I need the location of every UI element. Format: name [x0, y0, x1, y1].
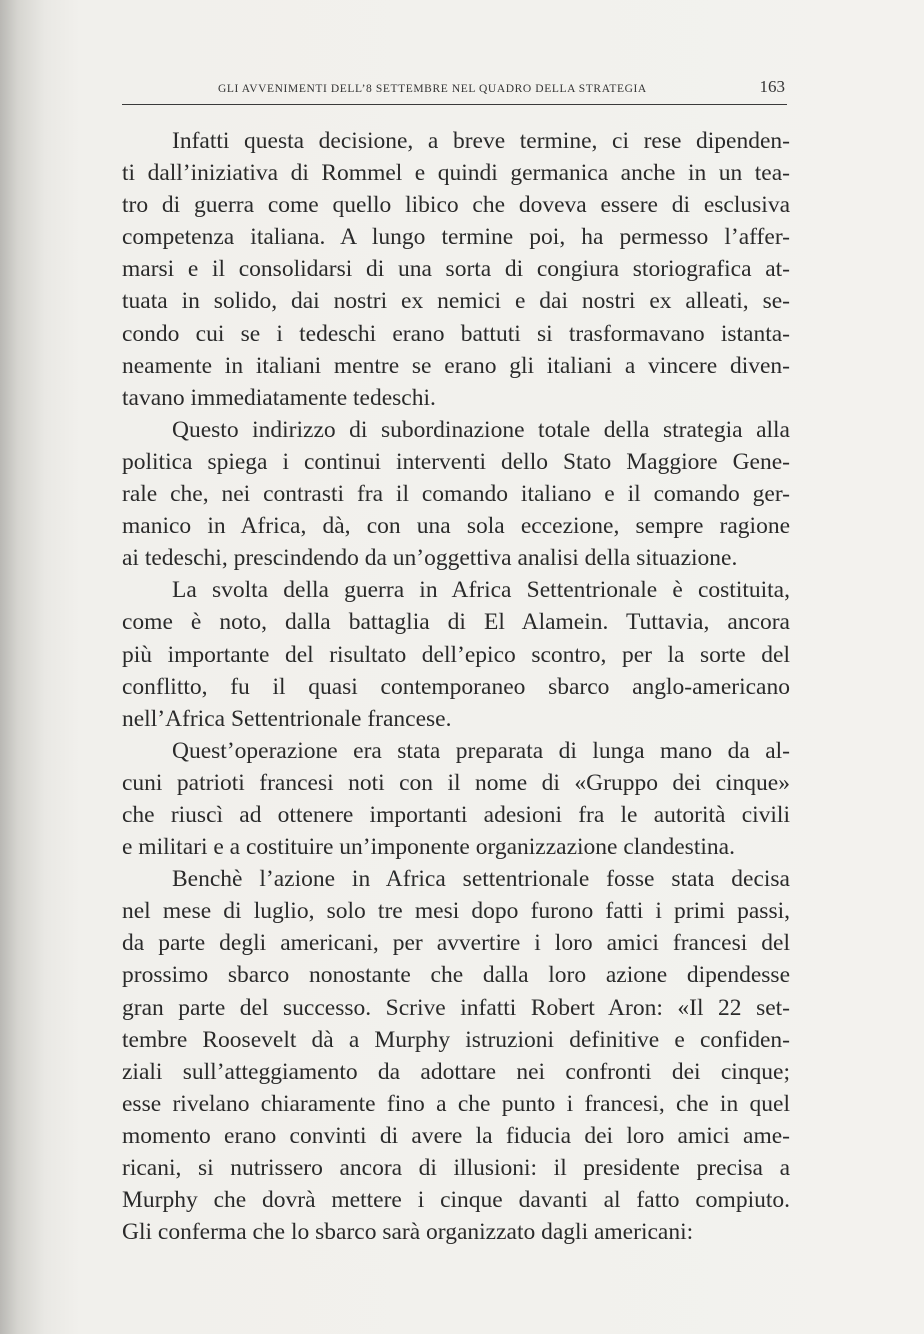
text-line: nell’Africa Settentrionale francese. [122, 705, 452, 732]
body-text [122, 125, 790, 1248]
text-line: competenza italiana. A lungo termine poi, ha permesso l’affer- [122, 224, 790, 251]
text-line: ricani, si nutrissero ancora di illusioni: il presidente precisa a [122, 1155, 790, 1181]
page-number: 163 [759, 77, 785, 96]
text-line: ai tedeschi, prescindendo da un’oggettiva analisi della situazione. [122, 545, 738, 572]
text-line: che riuscì ad ottenere importanti adesioni fra le autorità civili [122, 801, 790, 828]
text-line: Questo indirizzo di subordinazione totale della strategia alla [172, 416, 790, 443]
text-line: tuata in solido, dai nostri ex nemici e dai nostri ex alleati, se- [122, 288, 790, 315]
paragraph-3 [122, 574, 790, 734]
paragraph-1 [122, 125, 790, 414]
text-line: Quest’operazione era stata preparata di lunga mano da al- [172, 737, 790, 764]
text-line: conflitto, fu il quasi contemporaneo sbarco anglo-americano [122, 673, 790, 700]
paragraph-2 [122, 414, 790, 574]
text-line: Gli conferma che lo sbarco sarà organizzato dagli americani: [122, 1219, 694, 1246]
text-line: come è noto, dalla battaglia di El Alamein. Tuttavia, ancora [122, 609, 790, 636]
text-line: tro di guerra come quello libico che doveva essere di esclusiva [122, 192, 790, 219]
text-line: neamente in italiani mentre se erano gli italiani a vincere diven- [122, 352, 790, 379]
text-line: momento erano convinti di avere la fiducia dei loro amici ame- [122, 1122, 790, 1149]
text-line: condo cui se i tedeschi erano battuti si trasformavano istanta- [122, 320, 790, 347]
text-line: rale che, nei contrasti fra il comando italiano e il comando ger- [122, 481, 790, 508]
text-line: La svolta della guerra in Africa Settentrionale è costituita, [172, 577, 790, 604]
text-line: tavano immediatamente tedeschi. [122, 384, 436, 411]
text-line: e militari e a costituire un’imponente organizzazione clandestina. [122, 834, 735, 861]
running-header [122, 76, 787, 105]
text-line: Benchè l’azione in Africa settentrionale fosse stata decisa [172, 866, 790, 893]
text-line: Murphy che dovrà mettere i cinque davanti al fatto compiuto. [122, 1187, 790, 1214]
text-line: ziali sull’atteggiamento da adottare nei confronti dei cinque; [122, 1058, 790, 1085]
text-line: cuni patrioti francesi noti con il nome di «Gruppo dei cinque» [122, 769, 790, 796]
text-line: tembre Roosevelt dà a Murphy istruzioni definitive e confiden- [122, 1026, 790, 1053]
text-line: più importante del risultato dell’epico scontro, per la sorte del [122, 641, 790, 668]
text-line: marsi e il consolidarsi di una sorta di congiura storiografica at- [122, 256, 790, 283]
text-line: Infatti questa decisione, a breve termine, ci rese dipenden- [172, 128, 790, 154]
text-line: politica spiega i continui interventi dello Stato Maggiore Gene- [122, 448, 790, 475]
text-line: gran parte del successo. Scrive infatti Robert Aron: «Il 22 set- [122, 994, 790, 1021]
text-line: nel mese di luglio, solo tre mesi dopo furono fatti i primi passi, [122, 898, 790, 925]
paragraph-4 [122, 735, 790, 863]
text-line: esse rivelano chiaramente fino a che punto i francesi, che in quel [122, 1090, 790, 1117]
text-line: prossimo sbarco nonostante che dalla loro azione dipendesse [122, 962, 790, 989]
text-line: ti dall’iniziativa di Rommel e quindi germanica anche in un tea- [122, 160, 790, 187]
running-title: GLI AVVENIMENTI DELL’8 SETTEMBRE NEL QUADRO DELLA STRATEGIA [218, 83, 647, 95]
text-line: da parte degli americani, per avvertire i loro amici francesi del [122, 930, 790, 957]
text-line: manico in Africa, dà, con una sola eccezione, sempre ragione [122, 513, 790, 540]
paragraph-5 [122, 863, 790, 1248]
